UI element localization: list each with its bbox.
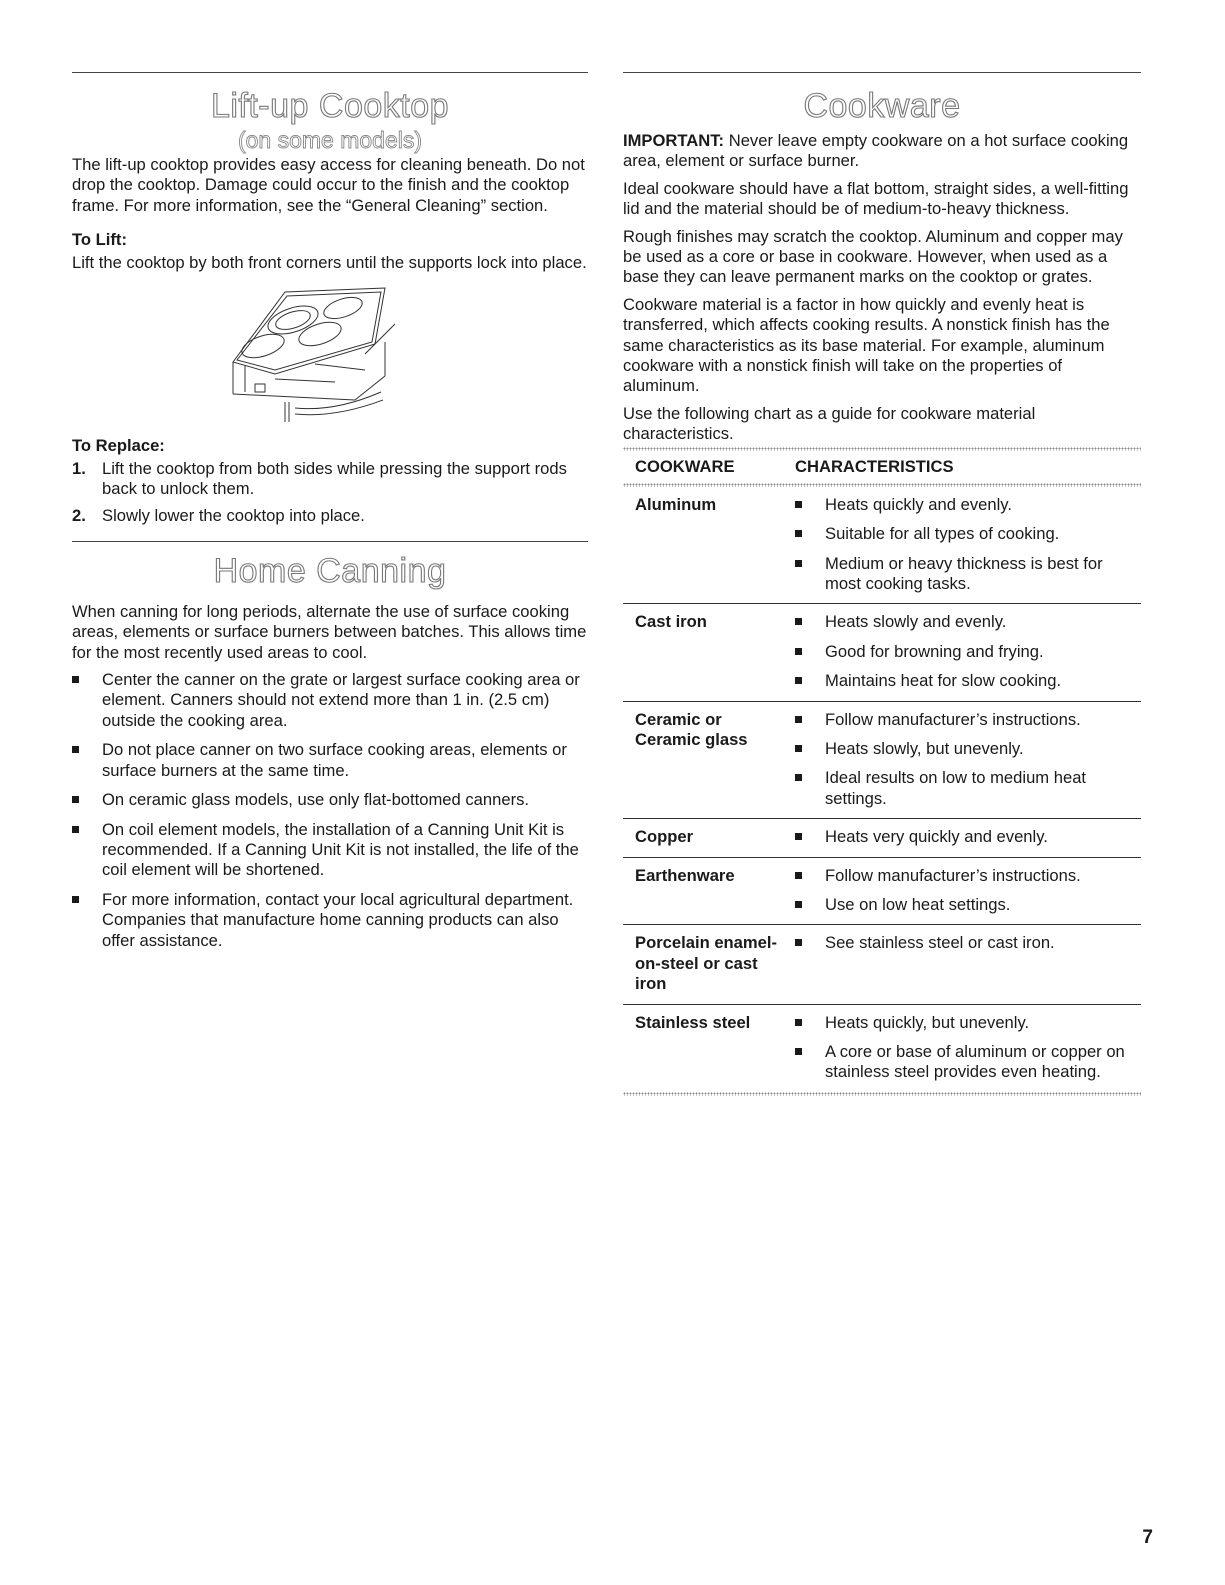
- to-lift-heading: To Lift:: [72, 230, 127, 250]
- bullet-text: Center the canner on the grate or largest surface cooking area or element. Canners should not extend more than 1 in. (2.5 cm) outside the cooking area.: [102, 670, 580, 730]
- lift-up-intro: The lift-up cooktop provides easy access for cleaning beneath. Do not drop the cooktop. Damage could occur to the finish and the cooktop frame. For more information, see the “General Cleaning” section.: [72, 155, 585, 215]
- bullet-text: On coil element models, the installation of a Canning Unit Kit is recommended. If a Canning Unit Kit is not installed, the life of the coil element will be shortened.: [102, 819, 579, 880]
- characteristic-item: [795, 895, 1141, 915]
- cookware-name: Porcelain enamel-on-steel or cast iron: [623, 925, 783, 1004]
- cookware-paragraph: Rough finishes may scratch the cooktop. Aluminum and copper may be used as a core or base in cookware. However, when used as a base they can leave permanent marks on the cooktop or grates.: [623, 226, 1123, 287]
- characteristic-item: [795, 1042, 1141, 1083]
- characteristic-item: [795, 612, 1141, 632]
- list-item: [72, 459, 588, 500]
- list-item: [72, 740, 588, 781]
- characteristic-item: [795, 933, 1141, 953]
- characteristic-text: Ideal results on low to medium heat settings.: [825, 768, 1087, 808]
- bullet-text: Do not place canner on two surface cooking areas, elements or surface burners at the same time.: [102, 740, 567, 780]
- list-item: [72, 790, 588, 810]
- table-row: [623, 604, 1141, 701]
- table-header-row: [623, 451, 1141, 483]
- section-divider: [623, 72, 1141, 73]
- characteristic-item: [795, 495, 1141, 515]
- bullet-square-icon: [795, 716, 802, 723]
- bullet-square-icon: [795, 677, 802, 684]
- to-replace-heading: To Replace:: [72, 435, 165, 455]
- important-label: IMPORTANT:: [623, 131, 725, 150]
- cookware-paragraph: Use the following chart as a guide for cookware material characteristics.: [623, 403, 1036, 444]
- characteristic-text: Heats quickly, but unevenly.: [825, 1012, 1030, 1032]
- characteristic-text: Heats slowly, but unevenly.: [825, 738, 1024, 758]
- characteristics-cell: [783, 819, 1141, 857]
- characteristic-text: Maintains heat for slow cooking.: [825, 671, 1062, 691]
- characteristic-item: [795, 671, 1141, 691]
- characteristic-item: [795, 554, 1141, 595]
- list-item: [72, 820, 588, 881]
- right-column: [623, 72, 1141, 1096]
- important-text: Never leave empty cookware on a hot surface cooking area, element or surface burner.: [623, 131, 1129, 171]
- characteristic-text: Heats quickly and evenly.: [825, 494, 1012, 514]
- bullet-square-icon: [72, 896, 79, 903]
- cookware-name: Aluminum: [623, 487, 783, 604]
- table-row: [623, 819, 1141, 857]
- characteristic-text: Follow manufacturer’s instructions.: [825, 709, 1081, 729]
- cookware-table: [623, 451, 1141, 1092]
- lift-up-cooktop-heading: Lift-up Cooktop: [210, 87, 450, 125]
- bullet-square-icon: [795, 872, 802, 879]
- characteristic-item: [795, 524, 1141, 544]
- characteristics-cell: [783, 604, 1141, 701]
- bullet-square-icon: [795, 530, 802, 537]
- bullet-square-icon: [795, 1019, 802, 1026]
- bullet-square-icon: [795, 1048, 802, 1055]
- section-divider: [72, 541, 588, 542]
- bullet-square-icon: [72, 676, 79, 683]
- table-row: [623, 701, 1141, 819]
- characteristic-text: Good for browning and frying.: [825, 641, 1044, 661]
- characteristic-item: [795, 710, 1141, 730]
- table-row: [623, 1004, 1141, 1092]
- characteristic-item: [795, 768, 1141, 809]
- bullet-square-icon: [795, 833, 802, 840]
- page-number: 7: [1142, 1527, 1153, 1548]
- characteristics-cell: [783, 1004, 1141, 1092]
- cookware-paragraph: Ideal cookware should have a flat bottom, straight sides, a well-fitting lid and the material should be of medium-to-heavy thickness.: [623, 178, 1129, 219]
- left-column: [72, 72, 588, 960]
- step-number: 2.: [72, 506, 86, 526]
- bullet-square-icon: [795, 560, 802, 567]
- lift-up-cooktop-subheading: (on some models): [237, 127, 423, 153]
- characteristic-item: [795, 739, 1141, 759]
- bullet-square-icon: [795, 939, 802, 946]
- step-text: Slowly lower the cooktop into place.: [102, 506, 365, 526]
- characteristic-item: [795, 866, 1141, 886]
- lift-up-cooktop-illustration: [215, 284, 445, 424]
- cookware-name: Earthenware: [623, 857, 783, 925]
- characteristic-item: [795, 827, 1141, 847]
- column-header-cookware: COOKWARE: [635, 456, 735, 476]
- characteristic-text: Use on low heat settings.: [825, 894, 1011, 914]
- characteristic-text: A core or base of aluminum or copper on stainless steel provides even heating.: [825, 1042, 1125, 1082]
- cookware-name: Cast iron: [623, 604, 783, 701]
- characteristic-item: [795, 642, 1141, 662]
- to-lift-text: Lift the cooktop by both front corners until the supports lock into place.: [72, 253, 587, 273]
- bullet-square-icon: [72, 826, 79, 833]
- table-bottom-border: [623, 1092, 1141, 1096]
- bullet-square-icon: [795, 648, 802, 655]
- table-row: [623, 857, 1141, 925]
- bullet-text: On ceramic glass models, use only flat-bottomed canners.: [102, 790, 530, 810]
- home-canning-heading: Home Canning: [213, 551, 447, 590]
- list-item: [72, 670, 588, 731]
- bullet-square-icon: [795, 501, 802, 508]
- step-number: 1.: [72, 458, 86, 478]
- characteristics-cell: [783, 857, 1141, 925]
- characteristic-text: See stainless steel or cast iron.: [825, 933, 1055, 953]
- characteristics-cell: [783, 487, 1141, 604]
- important-note: [623, 131, 1141, 172]
- bullet-square-icon: [72, 746, 79, 753]
- characteristic-text: Follow manufacturer’s instructions.: [825, 865, 1081, 885]
- bullet-square-icon: [795, 745, 802, 752]
- characteristics-cell: [783, 925, 1141, 1004]
- cookware-name: Copper: [623, 819, 783, 857]
- cookware-paragraph: Cookware material is a factor in how quickly and evenly heat is transferred, which affects cooking results. A nonstick finish has the same characteristics as its base material. For example, aluminum cookware with a nonstick finish will take on the properties of aluminum.: [623, 294, 1110, 396]
- characteristic-text: Heats slowly and evenly.: [825, 612, 1007, 632]
- characteristic-text: Medium or heavy thickness is best for most cooking tasks.: [825, 553, 1103, 593]
- canning-bullets: [72, 670, 588, 951]
- bullet-square-icon: [72, 796, 79, 803]
- cookware-name: Ceramic or Ceramic glass: [623, 701, 783, 819]
- characteristic-item: [795, 1013, 1141, 1033]
- table-row: [623, 925, 1141, 1004]
- section-divider: [72, 72, 588, 73]
- list-item: [72, 506, 588, 526]
- column-header-characteristics: CHARACTERISTICS: [795, 456, 954, 476]
- replace-steps: [72, 459, 588, 527]
- table-body: [623, 487, 1141, 1092]
- step-text: Lift the cooktop from both sides while pressing the support rods back to unlock them.: [102, 458, 567, 499]
- characteristic-text: Heats very quickly and evenly.: [825, 827, 1048, 847]
- bullet-square-icon: [795, 618, 802, 625]
- cookware-name: Stainless steel: [635, 1012, 751, 1032]
- home-canning-intro: When canning for long periods, alternate the use of surface cooking areas, elements or surface burners between batches. This allows time for the most recently used areas to cool.: [72, 601, 587, 662]
- bullet-square-icon: [795, 901, 802, 908]
- table-row: [623, 487, 1141, 604]
- characteristic-text: Suitable for all types of cooking.: [825, 524, 1060, 544]
- cookware-heading: Cookware: [803, 87, 961, 125]
- list-item: [72, 890, 588, 951]
- characteristics-cell: [783, 701, 1141, 819]
- bullet-text: For more information, contact your local agricultural department. Companies that manufacture home canning products can also offer assistance.: [102, 889, 574, 950]
- bullet-square-icon: [795, 774, 802, 781]
